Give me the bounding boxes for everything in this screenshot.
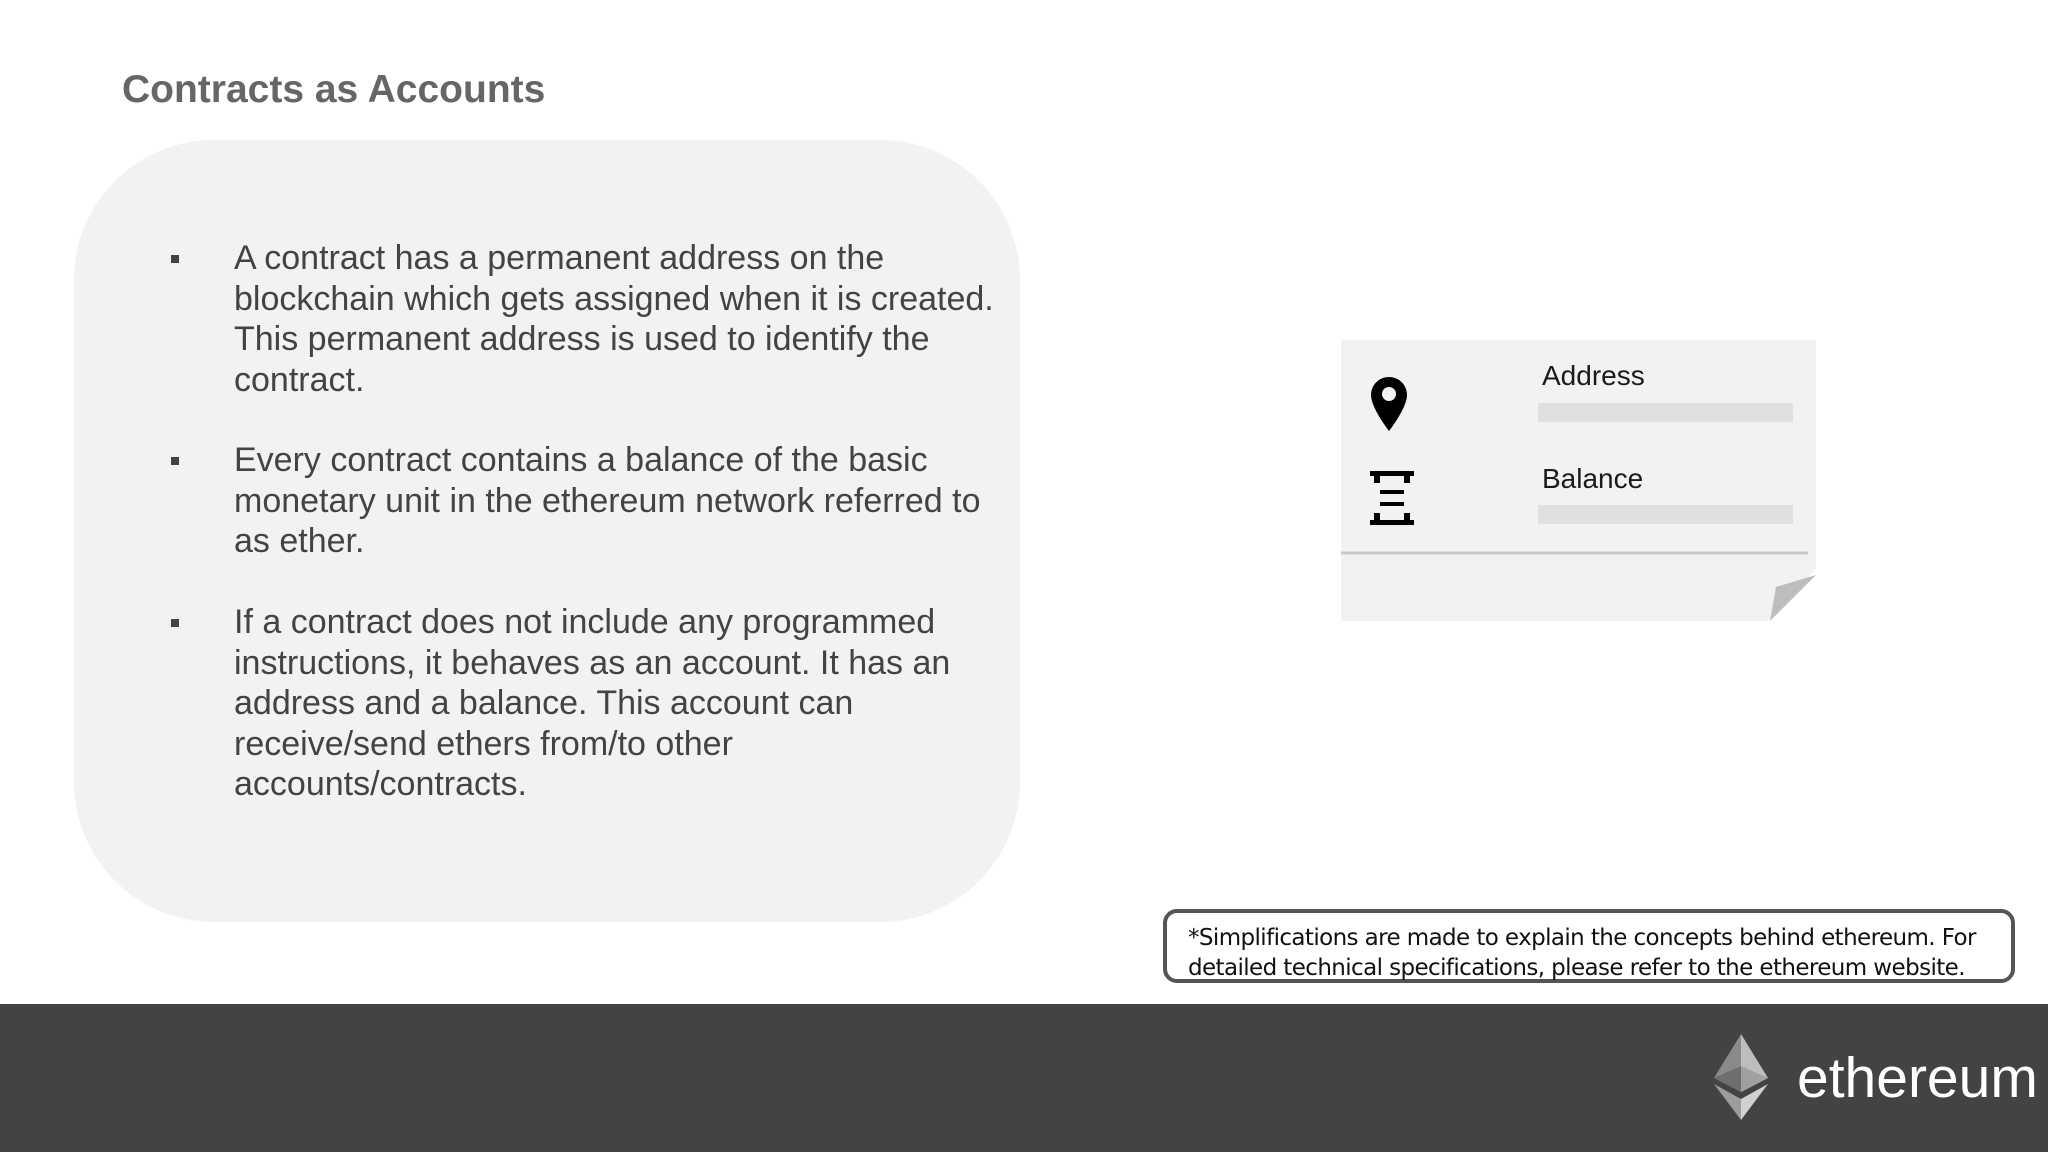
bullet-marker [171, 457, 179, 465]
bullet-text: Every contract contains a balance of the basic monetary unit in the ethereum network referred to as ether. [234, 441, 981, 560]
address-value-bar [1538, 403, 1793, 422]
ether-symbol-icon [1370, 471, 1414, 530]
balance-value-bar [1538, 505, 1793, 524]
field-label-balance: Balance [1542, 463, 1644, 494]
bullet-marker [171, 619, 179, 627]
account-card [1341, 340, 1816, 621]
disclaimer-box [1163, 909, 2015, 983]
ethereum-diamond-icon [1714, 1034, 1768, 1125]
bullet-item [234, 440, 994, 562]
field-label-address: Address [1542, 360, 1645, 391]
map-pin-icon [1371, 377, 1407, 436]
slide-title: Contracts as Accounts [122, 68, 546, 111]
disclaimer-text: *Simplifications are made to explain the concepts behind ethereum. For detailed technical specifications, please refer to the ethereum website. [1188, 925, 1976, 981]
bullet-item [234, 238, 994, 400]
bullet-marker [171, 255, 179, 263]
bullet-item [234, 602, 994, 805]
bullet-text: A contract has a permanent address on the blockchain which gets assigned when it is created. This permanent address is used to identify the contract. [234, 239, 994, 399]
bullet-text: If a contract does not include any programmed instructions, it behaves as an account. It has an address and a balance. This account can receive/send ethers from/to other accounts/contracts. [234, 603, 951, 803]
content-panel [74, 140, 1020, 922]
brand-wordmark: ethereum [1797, 1046, 2038, 1110]
